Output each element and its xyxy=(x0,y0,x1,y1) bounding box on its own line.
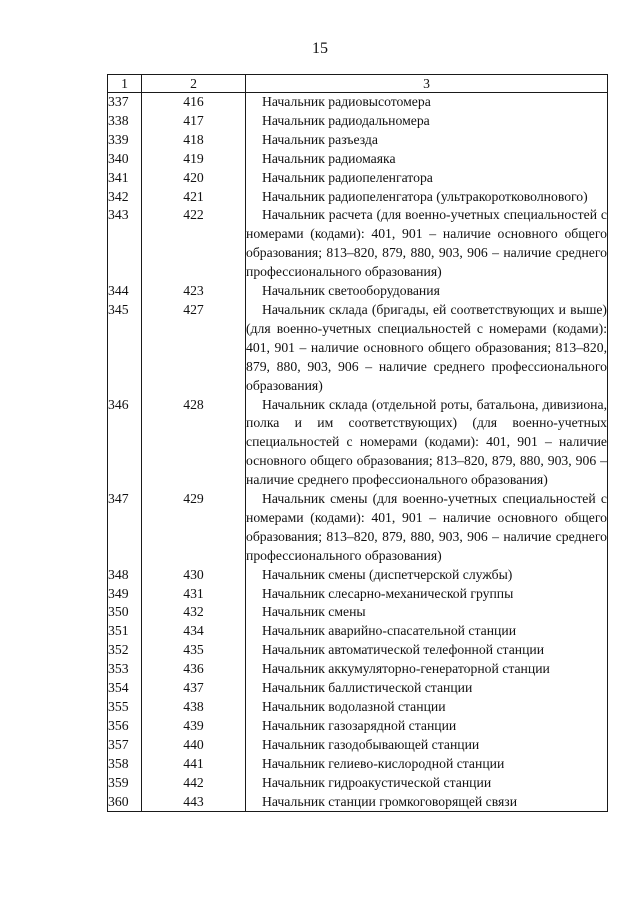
row-description xyxy=(246,566,608,585)
row-description xyxy=(246,169,608,188)
row-code: 435 xyxy=(142,641,246,660)
row-description xyxy=(246,660,608,679)
table-row xyxy=(108,585,608,604)
row-number: 356 xyxy=(108,717,142,736)
page-number: 15 xyxy=(312,40,328,57)
row-number: 354 xyxy=(108,679,142,698)
row-number: 355 xyxy=(108,698,142,717)
row-description-text: Начальник радиодальномера xyxy=(262,112,430,128)
table-row xyxy=(108,755,608,774)
row-description xyxy=(246,698,608,717)
row-number: 351 xyxy=(108,622,142,641)
row-number: 340 xyxy=(108,150,142,169)
row-description-text: Начальник станции громкоговорящей связи xyxy=(262,793,518,809)
row-code: 418 xyxy=(142,131,246,150)
row-code: 436 xyxy=(142,660,246,679)
row-code: 428 xyxy=(142,396,246,491)
table-row xyxy=(108,736,608,755)
row-description-text: Начальник разъезда xyxy=(262,131,378,147)
row-number: 352 xyxy=(108,641,142,660)
table-row xyxy=(108,206,608,282)
table-row xyxy=(108,169,608,188)
row-code: 443 xyxy=(142,793,246,812)
row-code: 427 xyxy=(142,301,246,396)
row-number: 346 xyxy=(108,396,142,491)
row-code: 434 xyxy=(142,622,246,641)
row-description-text: Начальник смены xyxy=(262,604,366,620)
row-number: 353 xyxy=(108,660,142,679)
row-description-text: Начальник аккумуляторно-генераторной станции xyxy=(262,661,550,677)
row-description xyxy=(246,641,608,660)
row-number: 347 xyxy=(108,490,142,566)
row-description-text: Начальник радиовысотомера xyxy=(262,94,431,109)
row-description-text: Начальник слесарно-механической группы xyxy=(262,585,514,601)
table-row xyxy=(108,93,608,112)
row-code: 439 xyxy=(142,717,246,736)
table-row xyxy=(108,188,608,207)
row-code: 420 xyxy=(142,169,246,188)
table-row xyxy=(108,717,608,736)
row-description-text: Начальник гидроакустической станции xyxy=(262,774,492,790)
table-row xyxy=(108,603,608,622)
row-code: 432 xyxy=(142,603,246,622)
row-code: 437 xyxy=(142,679,246,698)
row-number: 339 xyxy=(108,131,142,150)
row-description xyxy=(246,679,608,698)
row-description-text: Начальник склада (отдельной роты, батальона, дивизиона, полка и им соответствующих) (для военно-учетных специальностей с номерами (кодами): 401, 901 – наличие основного общего образования; 813–820, 879, 880, 903, 906 – наличие среднего профессионального образования) xyxy=(246,396,607,488)
table-row xyxy=(108,774,608,793)
row-description-text: Начальник смены (для военно-учетных специальностей с номерами (кодами): 401, 901 – наличие основного общего образования; 813–820, 879, 880, 903, 906 – наличие среднего профессионального образования) xyxy=(246,491,607,563)
table-header xyxy=(108,75,608,93)
row-number: 350 xyxy=(108,603,142,622)
row-description-text: Начальник светооборудования xyxy=(262,283,440,299)
row-description xyxy=(246,206,608,282)
column-header-description: 3 xyxy=(246,75,608,93)
column-header-code: 2 xyxy=(142,75,246,93)
table-row xyxy=(108,112,608,131)
row-number: 358 xyxy=(108,755,142,774)
row-code: 423 xyxy=(142,282,246,301)
row-number: 344 xyxy=(108,282,142,301)
row-description xyxy=(246,150,608,169)
row-description xyxy=(246,396,608,491)
row-code: 431 xyxy=(142,585,246,604)
row-description xyxy=(246,717,608,736)
table-row xyxy=(108,150,608,169)
row-description xyxy=(246,736,608,755)
header-row xyxy=(108,75,608,93)
row-number: 360 xyxy=(108,793,142,812)
table-body xyxy=(108,93,608,812)
row-description-text: Начальник расчета (для военно-учетных специальностей с номерами (кодами): 401, 901 – наличие основного общего образования; 813–820, 879, 880, 903, 906 – наличие среднего профессионального образования) xyxy=(246,207,607,280)
row-number: 359 xyxy=(108,774,142,793)
row-description-text: Начальник радиопеленгатора (ультракоротковолнового) xyxy=(262,188,588,204)
row-description-text: Начальник радиопеленгатора xyxy=(262,169,433,185)
row-description xyxy=(246,188,608,207)
row-number: 357 xyxy=(108,736,142,755)
row-number: 349 xyxy=(108,585,142,604)
row-description xyxy=(246,112,608,131)
row-number: 338 xyxy=(108,112,142,131)
row-description-text: Начальник автоматической телефонной станции xyxy=(262,642,545,658)
row-description-text: Начальник газозарядной станции xyxy=(262,717,457,733)
row-description xyxy=(246,622,608,641)
row-code: 438 xyxy=(142,698,246,717)
table-row xyxy=(108,301,608,396)
row-number: 342 xyxy=(108,188,142,207)
row-code: 417 xyxy=(142,112,246,131)
row-code: 421 xyxy=(142,188,246,207)
row-code: 429 xyxy=(142,490,246,566)
row-description-text: Начальник аварийно-спасательной станции xyxy=(262,623,517,639)
row-description xyxy=(246,93,608,112)
row-description xyxy=(246,774,608,793)
row-number: 337 xyxy=(108,93,142,112)
row-description xyxy=(246,755,608,774)
row-description xyxy=(246,490,608,566)
row-description xyxy=(246,282,608,301)
row-code: 422 xyxy=(142,206,246,282)
row-description-text: Начальник смены (диспетчерской службы) xyxy=(262,566,513,582)
table-row xyxy=(108,396,608,491)
table-row xyxy=(108,793,608,812)
table-row xyxy=(108,679,608,698)
row-description-text: Начальник газодобывающей станции xyxy=(262,736,480,752)
row-number: 348 xyxy=(108,566,142,585)
row-description-text: Начальник водолазной станции xyxy=(262,699,446,714)
row-description-text: Начальник радиомаяка xyxy=(262,150,396,166)
table-row xyxy=(108,282,608,301)
table-row xyxy=(108,641,608,660)
table-row xyxy=(108,622,608,641)
row-code: 416 xyxy=(142,93,246,112)
table-row xyxy=(108,490,608,566)
row-code: 430 xyxy=(142,566,246,585)
table-row xyxy=(108,698,608,717)
row-description xyxy=(246,585,608,604)
row-description xyxy=(246,131,608,150)
column-header-number: 1 xyxy=(108,75,142,93)
table-row xyxy=(108,566,608,585)
row-code: 442 xyxy=(142,774,246,793)
row-description xyxy=(246,301,608,396)
positions-table xyxy=(107,74,608,812)
row-description-text: Начальник баллистической станции xyxy=(262,680,473,696)
row-number: 343 xyxy=(108,206,142,282)
row-code: 419 xyxy=(142,150,246,169)
table-row xyxy=(108,131,608,150)
row-code: 440 xyxy=(142,736,246,755)
row-description xyxy=(246,793,608,812)
row-description xyxy=(246,603,608,622)
row-number: 345 xyxy=(108,301,142,396)
table-row xyxy=(108,660,608,679)
row-number: 341 xyxy=(108,169,142,188)
row-description-text: Начальник склада (бригады, ей соответствующих и выше) (для военно-учетных специальностей с номерами (кодами): 401, 901 – наличие основного общего образования; 813–820, 879, 880, 903, 906 – наличие среднего профессионального образования) xyxy=(246,301,607,393)
row-description-text: Начальник гелиево-кислородной станции xyxy=(262,755,505,771)
row-code: 441 xyxy=(142,755,246,774)
